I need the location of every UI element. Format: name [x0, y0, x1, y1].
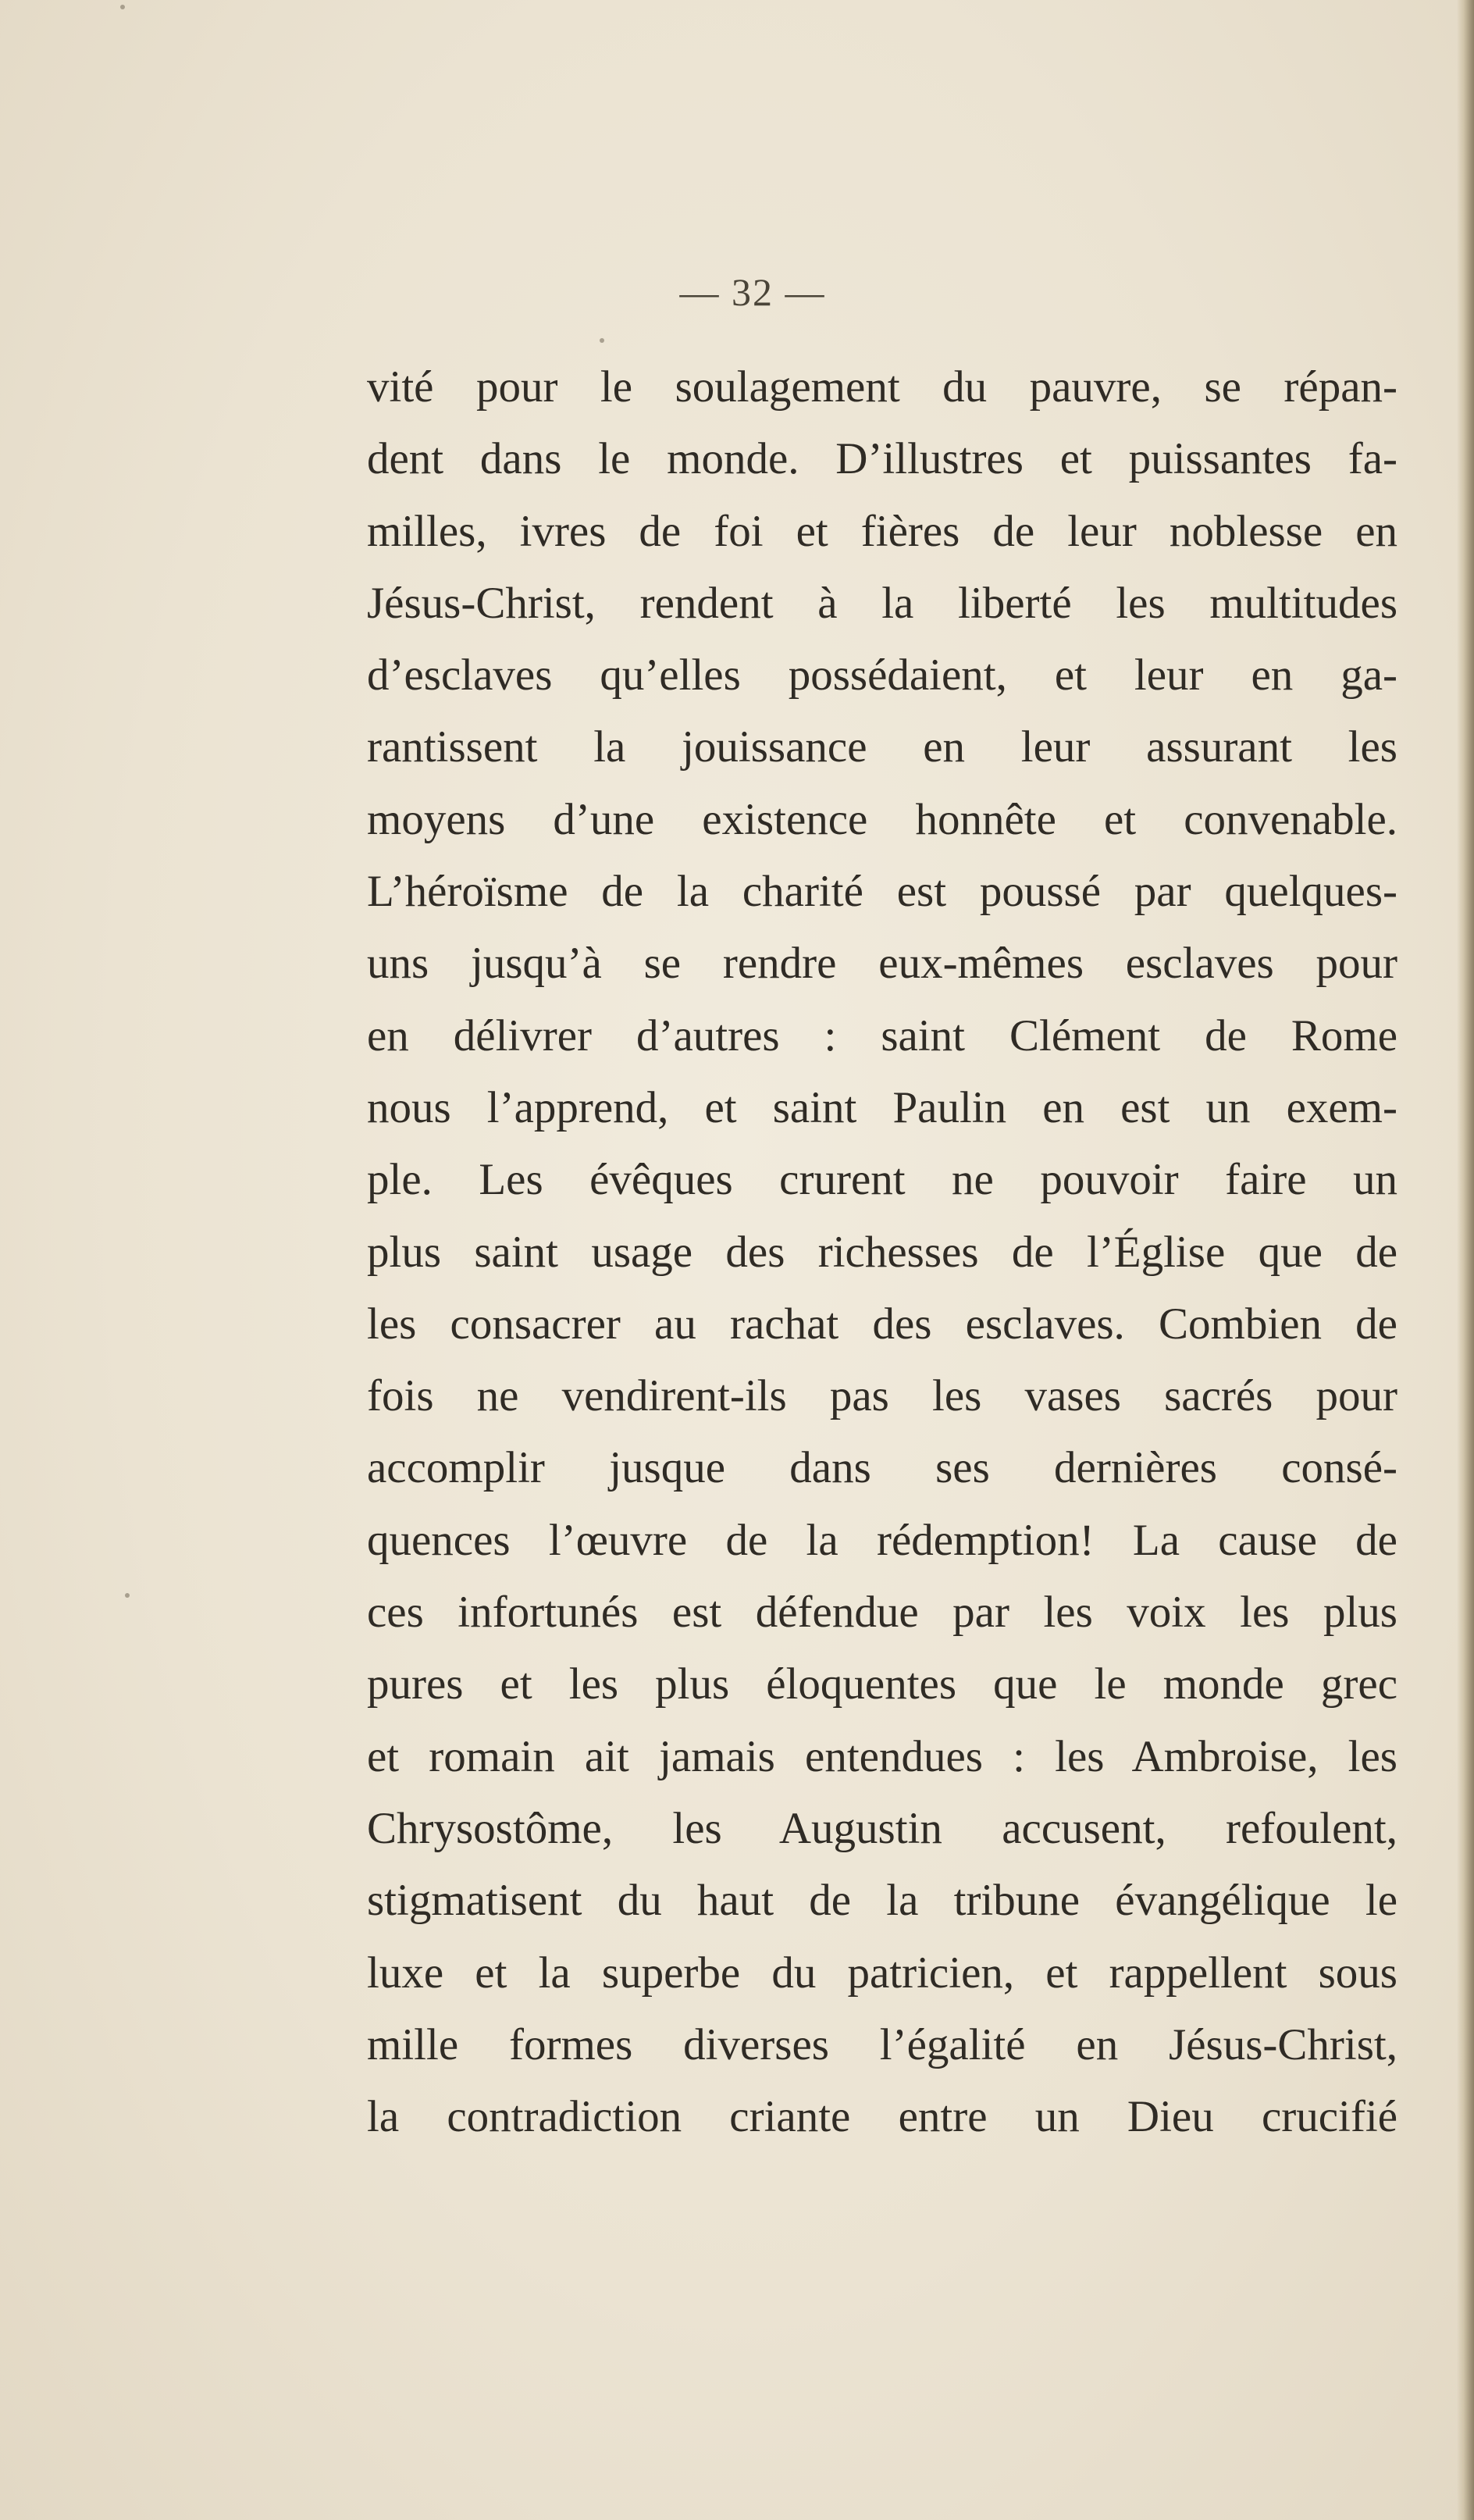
text-line: en délivrer d’autres : saint Clément de Rome [367, 1010, 1397, 1060]
paper-speck [125, 1593, 130, 1598]
text-line: accomplir jusque dans ses dernières consé- [367, 1443, 1397, 1493]
paper-speck [120, 5, 125, 9]
text-line: L’héroïsme de la charité est poussé par quelques- [367, 867, 1397, 917]
text-line: luxe et la superbe du patricien, et rappellent sous [367, 1948, 1397, 1998]
text-line: la contradiction criante entre un Dieu crucifié [367, 2092, 1397, 2142]
page-edge-shadow [1457, 0, 1474, 2520]
text-line: dent dans le monde. D’illustres et puissantes fa- [367, 434, 1397, 484]
text-line: uns jusqu’à se rendre eux-mêmes esclaves pour [367, 939, 1397, 989]
text-line: stigmatisent du haut de la tribune évangélique le [367, 1876, 1397, 1926]
text-line: pures et les plus éloquentes que le monde grec [367, 1659, 1397, 1709]
text-line: d’esclaves qu’elles possédaient, et leur en ga- [367, 650, 1397, 700]
text-line: Jésus-Christ, rendent à la liberté les multitudes [367, 578, 1397, 628]
paper-speck [600, 338, 604, 343]
page-number: — 32 — [679, 270, 826, 314]
text-line: ple. Les évêques crurent ne pouvoir faire un [367, 1155, 1397, 1205]
text-line: vité pour le soulagement du pauvre, se répan- [367, 362, 1397, 412]
text-line: quences l’œuvre de la rédemption! La cause de [367, 1515, 1397, 1565]
text-line: milles, ivres de foi et fières de leur noblesse en [367, 506, 1397, 556]
text-line: et romain ait jamais entendues : les Ambroise, les [367, 1731, 1397, 1781]
page-body-text [367, 351, 1397, 2153]
text-line: ces infortunés est défendue par les voix les plus [367, 1588, 1397, 1638]
text-line: fois ne vendirent-ils pas les vases sacrés pour [367, 1371, 1397, 1421]
text-line: plus saint usage des richesses de l’Église que de [367, 1227, 1397, 1277]
text-line: nous l’apprend, et saint Paulin en est un exem- [367, 1082, 1397, 1132]
text-line: rantissent la jouissance en leur assurant les [367, 722, 1397, 772]
text-line: Chrysostôme, les Augustin accusent, refoulent, [367, 1803, 1397, 1853]
text-line: les consacrer au rachat des esclaves. Combien de [367, 1299, 1397, 1349]
text-line: mille formes diverses l’égalité en Jésus-Christ, [367, 2019, 1397, 2069]
text-line: moyens d’une existence honnête et convenable. [367, 794, 1397, 844]
